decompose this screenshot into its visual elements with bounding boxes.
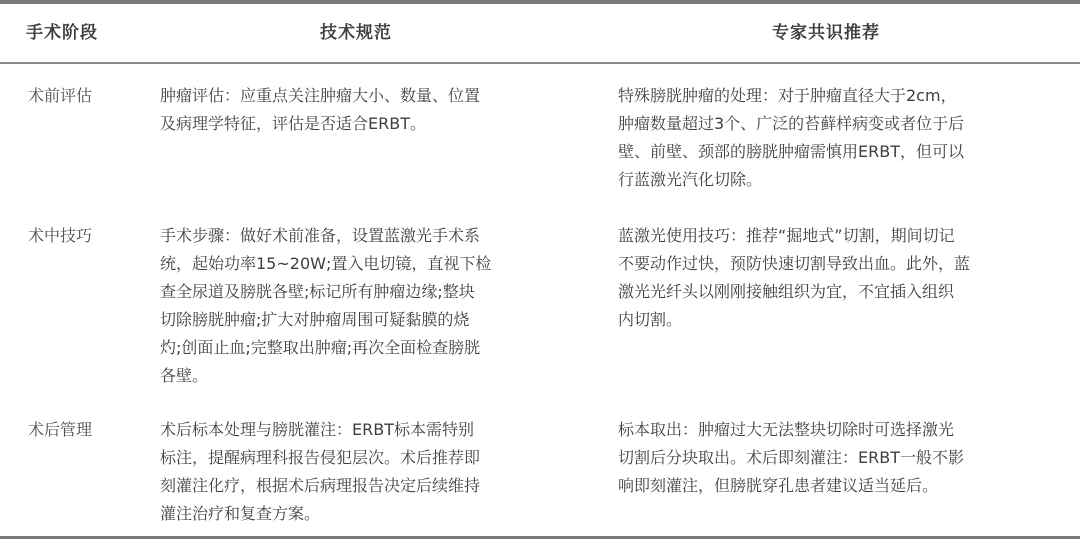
text-line: 切割后分块取出。术后即刻灌注：ERBT一般不影 [618,448,964,467]
text-line: 行蓝激光汽化切除。 [618,170,763,189]
text-line: 特殊膀胱肿瘤的处理：对于肿瘤直径大于2cm， [618,86,957,105]
text-line: 标本取出：肿瘤过大无法整块切除时可选择激光 [618,420,955,439]
row-technical-spec [160,222,580,390]
text-line: 及病理学特征，评估是否适合ERBT。 [160,114,426,133]
text-line: 不要动作过快，预防快速切割导致出血。此外，蓝 [618,254,971,273]
text-line: 术后标本处理与膀胱灌注：ERBT标本需特别 [160,420,474,439]
row-technical-spec [160,82,580,138]
text-line: 肿瘤评估：应重点关注肿瘤大小、数量、位置 [160,86,481,105]
row-technical-spec [160,416,580,528]
text-line: 统，起始功率15~20W;置入电切镜，直视下检 [160,254,492,273]
row-expert-consensus [618,82,1058,194]
row-expert-consensus [618,222,1058,334]
header-stage: 手术阶段 [26,23,98,43]
header-technical-spec: 技术规范 [320,23,392,43]
row-stage: 术后管理 [28,420,93,439]
text-line: 各壁。 [160,366,209,385]
table-header [0,4,1080,64]
header-expert-consensus: 专家共识推荐 [772,23,880,43]
text-line: 壁、前壁、颈部的膀胱肿瘤需慎用ERBT，但可以 [618,142,964,161]
row-expert-consensus [618,416,1058,500]
text-line: 刻灌注化疗，根据术后病理报告决定后续维持 [160,476,481,495]
text-line: 激光光纤头以刚刚接触组织为宜，不宜插入组织 [618,282,955,301]
text-line: 灼;创面止血;完整取出肿瘤;再次全面检查膀胱 [160,338,481,357]
text-line: 蓝激光使用技巧：推荐“掘地式”切割，期间切记 [618,226,955,245]
text-line: 灌注治疗和复查方案。 [160,504,321,523]
text-line: 肿瘤数量超过3个、广泛的苔藓样病变或者位于后 [618,114,965,133]
text-line: 切除膀胱肿瘤;扩大对肿瘤周围可疑黏膜的烧 [160,310,470,329]
text-line: 手术步骤：做好术前准备，设置蓝激光手术系 [160,226,481,245]
text-line: 标注，提醒病理科报告侵犯层次。术后推荐即 [160,448,481,467]
row-stage: 术中技巧 [28,226,93,245]
row-stage: 术前评估 [28,86,93,105]
text-line: 查全尿道及膀胱各壁;标记所有肿瘤边缘;整块 [160,282,475,301]
text-line: 响即刻灌注，但膀胱穿孔患者建议适当延后。 [618,476,939,495]
text-line: 内切割。 [618,310,683,329]
